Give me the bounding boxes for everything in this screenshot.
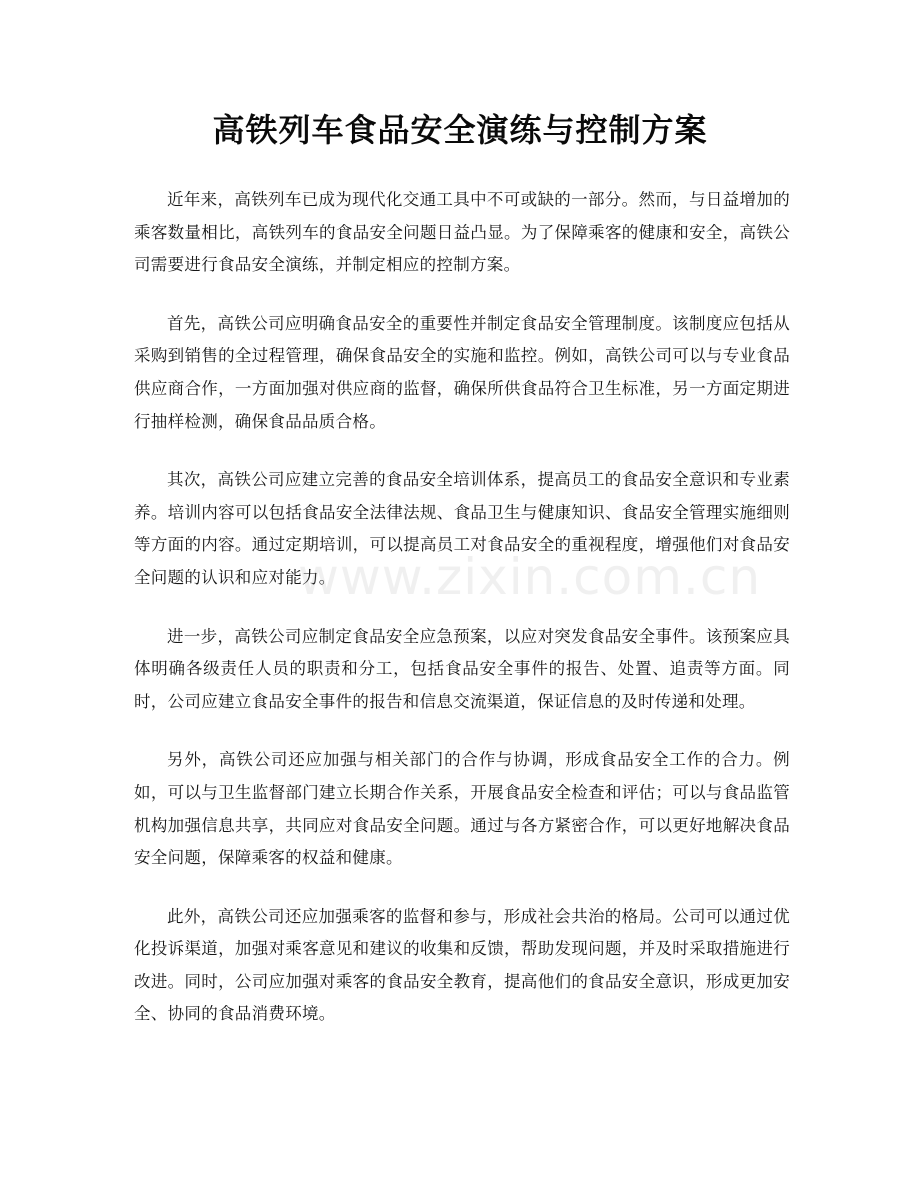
document-body xyxy=(134,184,790,1057)
paragraph-1: 近年来，高铁列车已成为现代化交通工具中不可或缺的一部分。然而，与日益增加的乘客数量相比，高铁列车的食品安全问题日益凸显。为了保障乘客的健康和安全，高铁公司需要进行食品安全演练，并制定相应的控制方案。 xyxy=(134,190,790,275)
paragraph-6: 此外，高铁公司还应加强乘客的监督和参与，形成社会共治的格局。公司可以通过优化投诉渠道，加强对乘客意见和建议的收集和反馈，帮助发现问题，并及时采取措施进行改进。同时，公司应加强对乘客的食品安全教育，提高他们的食品安全意识，形成更加安全、协同的食品消费环境。 xyxy=(134,906,790,1024)
paragraph-3: 其次，高铁公司应建立完善的食品安全培训体系，提高员工的食品安全意识和专业素养。培训内容可以包括食品安全法律法规、食品卫生与健康知识、食品安全管理实施细则等方面的内容。通过定期培训，可以提高员工对食品安全的重视程度，增强他们对食品安全问题的认识和应对能力。 xyxy=(134,470,790,587)
watermark: www.zixin.com.cn xyxy=(298,548,762,606)
document-title: 高铁列车食品安全演练与控制方案 xyxy=(212,111,708,149)
paragraph-2: 首先，高铁公司应明确食品安全的重要性并制定食品安全管理制度。该制度应包括从采购到销售的全过程管理，确保食品安全的实施和监控。例如，高铁公司可以与专业食品供应商合作，一方面加强对供应商的监督，确保所供食品符合卫生标准，另一方面定期进行抽样检测，确保食品品质合格。 xyxy=(134,313,790,431)
paragraph-5: 另外，高铁公司还应加强与相关部门的合作与协调，形成食品安全工作的合力。例如，可以与卫生监督部门建立长期合作关系，开展食品安全检查和评估；可以与食品监管机构加强信息共享，共同应对食品安全问题。通过与各方紧密合作，可以更好地解决食品安全问题，保障乘客的权益和健康。 xyxy=(134,750,790,868)
paragraph-4: 进一步，高铁公司应制定食品安全应急预案，以应对突发食品安全事件。该预案应具体明确各级责任人员的职责和分工，包括食品安全事件的报告、处置、追责等方面。同时，公司应建立食品安全事件的报告和信息交流渠道，保证信息的及时传递和处理。 xyxy=(134,626,790,711)
